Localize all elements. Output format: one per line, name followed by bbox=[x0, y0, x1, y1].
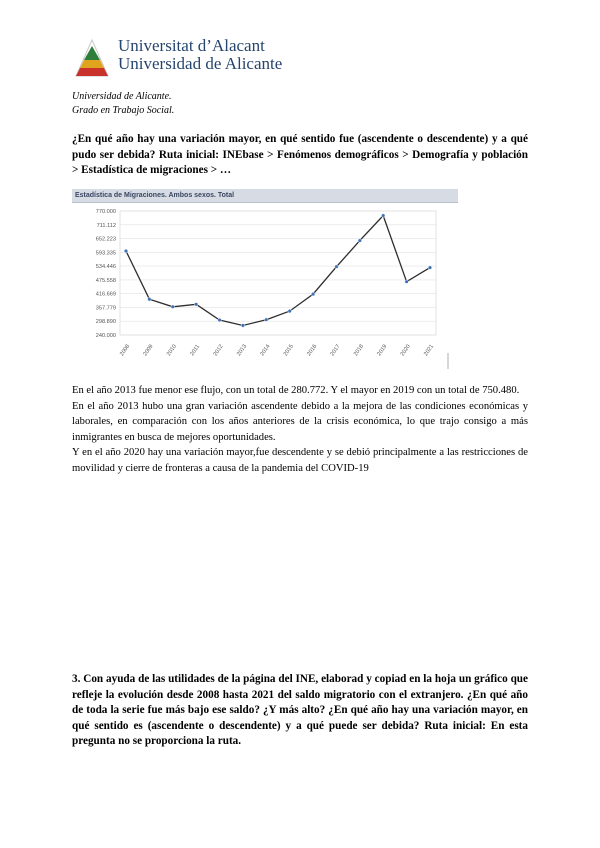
x-tick-label: 2016 bbox=[306, 343, 319, 358]
answer-paragraph-1: En el año 2013 fue menor ese flujo, con un total de 280.772. Y el mayor en 2019 con un total de 750.480. bbox=[72, 385, 520, 396]
y-tick-label: 652.223 bbox=[95, 236, 116, 243]
y-tick-label: 711.112 bbox=[96, 222, 116, 229]
x-tick-label: 2012 bbox=[212, 343, 225, 358]
data-point bbox=[288, 309, 292, 313]
x-tick-label: 2008 bbox=[119, 343, 132, 358]
meta-university: Universidad de Alicante. bbox=[72, 91, 172, 102]
chart-title: Estadística de Migraciones. Ambos sexos. Total bbox=[72, 189, 458, 203]
x-tick-label: 2019 bbox=[376, 343, 389, 358]
data-point bbox=[265, 318, 269, 322]
university-logo bbox=[72, 36, 282, 78]
data-point bbox=[194, 302, 198, 306]
data-point bbox=[311, 292, 315, 296]
x-tick-label: 2014 bbox=[259, 343, 272, 358]
y-tick-label: 593.335 bbox=[95, 250, 116, 257]
x-tick-label: 2017 bbox=[329, 343, 342, 358]
data-point bbox=[335, 265, 339, 269]
document-meta bbox=[72, 90, 174, 118]
x-tick-label: 2009 bbox=[142, 343, 155, 358]
university-emblem-icon bbox=[72, 36, 112, 78]
y-tick-label: 357.779 bbox=[95, 305, 116, 312]
data-point bbox=[381, 214, 385, 218]
question-3: 3. Con ayuda de las utilidades de la página del INE, elaborad y copiad en la hoja un gráfico que refleje la evolución desde 2008 hasta 2021 del saldo migratorio con el extranjero. ¿En qué año de toda la serie fue más bajo ese saldo? ¿Y más alto? ¿En qué año hay una variación mayor, en qué sentido es (ascendente o descendente) y a qué puede ser debida? Ruta inicial: En esta pregunta no se proporciona la ruta. bbox=[72, 673, 528, 748]
x-tick-label: 2011 bbox=[189, 343, 202, 358]
y-tick-label: 298.890 bbox=[95, 319, 116, 326]
y-tick-label: 240.000 bbox=[95, 333, 116, 339]
x-tick-label: 2018 bbox=[352, 343, 366, 358]
university-name-spanish: Universidad de Alicante bbox=[118, 54, 283, 73]
x-tick-label: 2015 bbox=[282, 343, 295, 358]
data-point bbox=[358, 239, 362, 243]
y-tick-label: 770.000 bbox=[95, 209, 116, 215]
data-point bbox=[148, 297, 152, 301]
y-tick-label: 534.446 bbox=[95, 264, 116, 271]
data-point bbox=[124, 249, 128, 253]
x-tick-label: 2010 bbox=[165, 343, 178, 358]
answer-paragraph-2: En el año 2013 hubo una gran variación ascendente debido a la mejora de las condiciones económicas y laborales, en comparación con los años anteriores de la crisis económica, lo que trajo consigo a más inmigrantes en busca de mejores oportunidades. bbox=[72, 400, 528, 443]
data-point bbox=[171, 305, 175, 309]
x-tick-label: 2013 bbox=[236, 343, 249, 358]
y-tick-label: 475.558 bbox=[95, 277, 116, 284]
data-point bbox=[241, 324, 245, 328]
meta-degree: Grado en Trabajo Social. bbox=[72, 105, 175, 116]
question-2: ¿En qué año hay una variación mayor, en qué sentido fue (ascendente o descendente) y a qué pudo ser debida? Ruta inicial: INEbase > Fenómenos demográficos > Demografía y población > Estadística de migraciones > … bbox=[72, 133, 528, 177]
data-point bbox=[428, 266, 432, 270]
y-tick-label: 416.669 bbox=[95, 291, 116, 298]
migration-chart bbox=[72, 189, 458, 370]
data-point bbox=[218, 318, 222, 322]
answer-paragraph-3: Y en el año 2020 hay una variación mayor,fue descendente y se debió principalmente a las restricciones de movilidad y cierre de fronteras a causa de la pandemia del COVID-19 bbox=[72, 447, 528, 474]
answer-block bbox=[72, 383, 528, 477]
university-name-valencian: Universitat d’Alacant bbox=[118, 36, 265, 55]
x-tick-label: 2020 bbox=[399, 343, 412, 358]
x-tick-label: 2021 bbox=[423, 343, 436, 358]
data-point bbox=[405, 280, 409, 284]
chart-plot bbox=[72, 203, 458, 370]
